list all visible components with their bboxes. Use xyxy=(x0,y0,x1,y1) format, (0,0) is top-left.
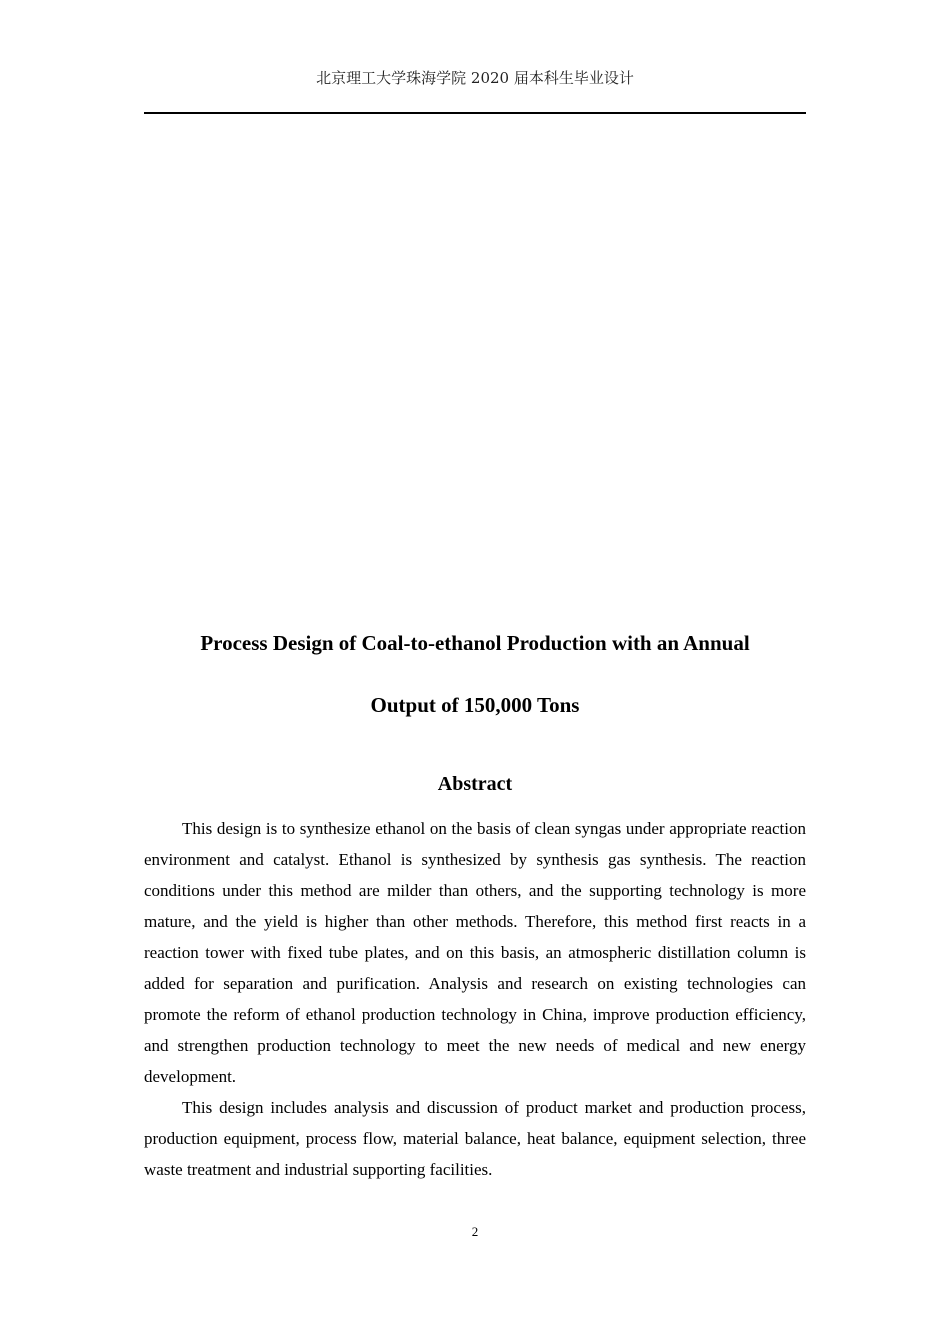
abstract-paragraph-2: This design includes analysis and discussion of product market and production process, production equipment, process flow, material balance, heat balance, equipment selection, three waste treatment and industrial supporting facilities. xyxy=(144,1098,806,1179)
paper-title-line-2: Output of 150,000 Tons xyxy=(370,693,580,717)
abstract-paragraph-1: This design is to synthesize ethanol on the basis of clean syngas under appropriate reaction environment and catalyst. Ethanol is synthesized by synthesis gas synthesis. The reaction conditions under this method are milder than others, and the supporting technology is more mature, and the yield is higher than other methods. Therefore, this method first reacts in a reaction tower with fixed tube plates, and on this basis, an atmospheric distillation column is added for separation and purification. Analysis and research on existing technologies can promote the reform of ethanol production technology in China, improve production efficiency, and strengthen production technology to meet the new needs of medical and new energy development. xyxy=(144,819,806,1086)
paper-title xyxy=(144,612,806,736)
abstract-body xyxy=(144,813,806,1215)
page-number: 2 xyxy=(471,1224,479,1239)
header-rule xyxy=(144,112,806,114)
abstract-heading: Abstract xyxy=(437,773,513,795)
paper-title-line-1: Process Design of Coal-to-ethanol Production with an Annual xyxy=(200,631,750,655)
running-header: 北京理工大学珠海学院 2020 届本科生毕业设计 xyxy=(316,69,634,87)
